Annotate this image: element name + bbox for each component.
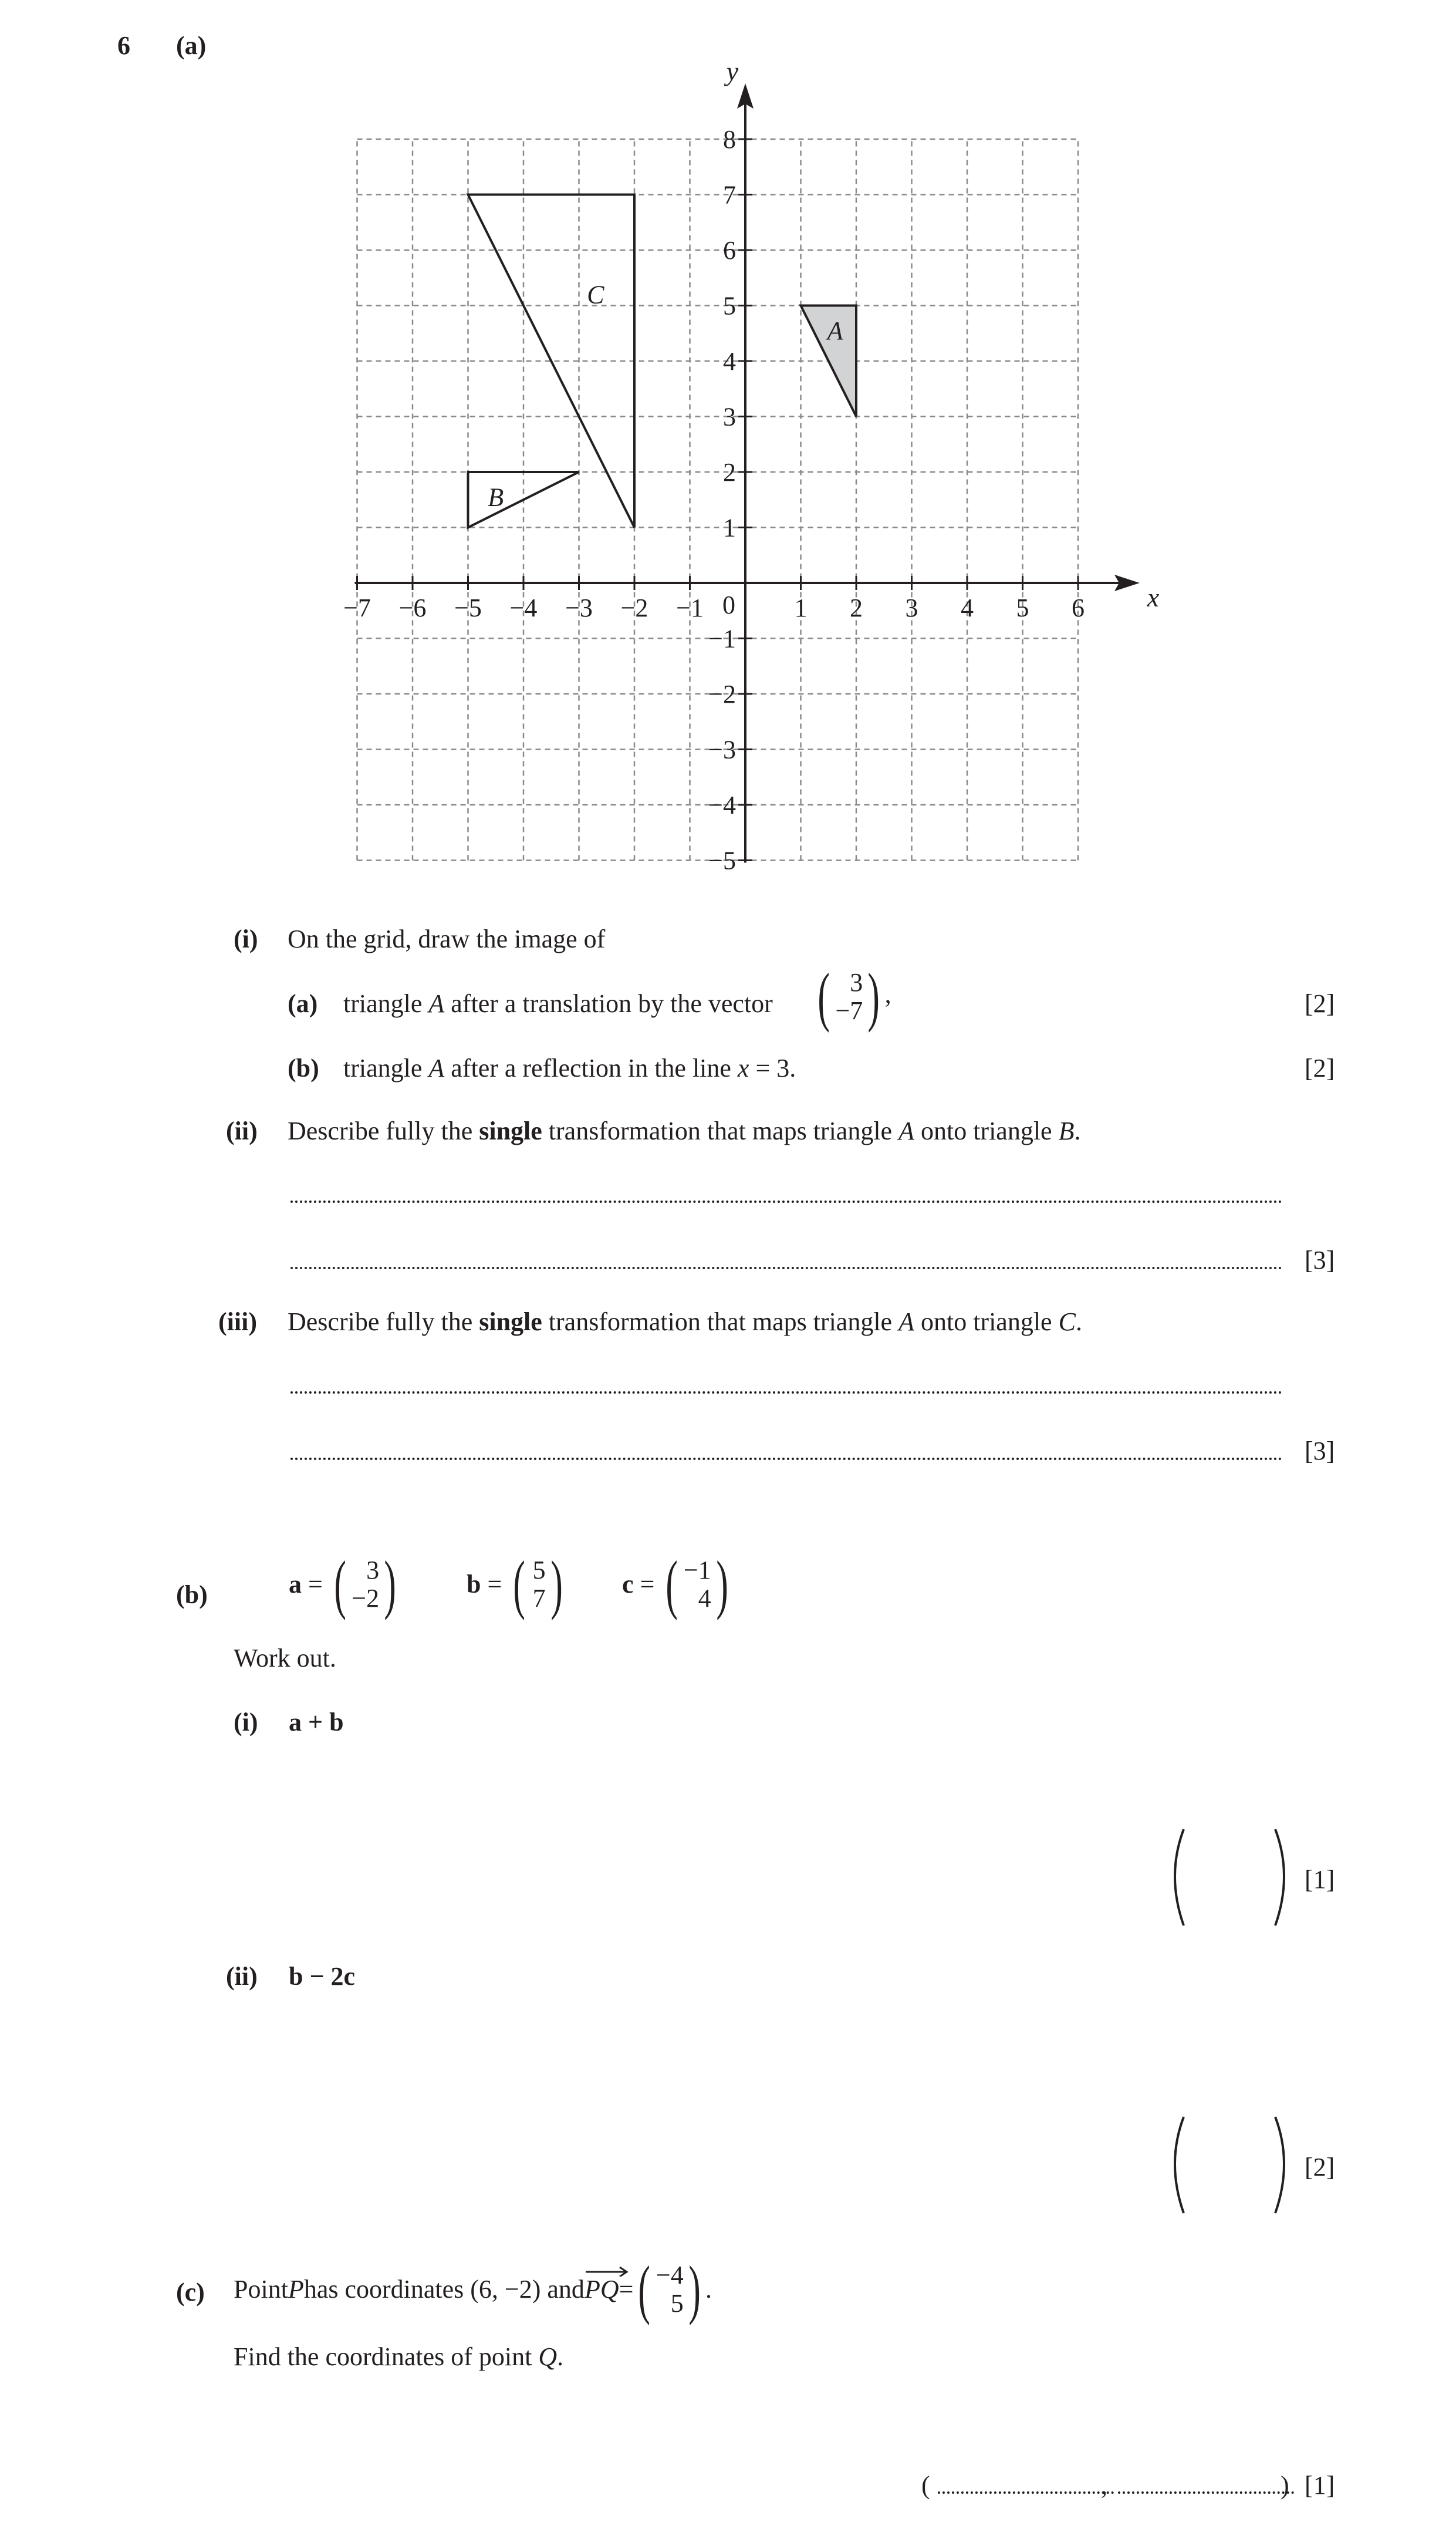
x-tick-label: 6 bbox=[1072, 594, 1085, 622]
part-b-i-expr: a + b bbox=[289, 1708, 344, 1736]
x-tick-label: −4 bbox=[509, 594, 538, 622]
part-a-iii-text: Describe fully the single transformation that maps triangle A onto triangle C. bbox=[288, 1307, 1082, 1336]
x-tick-label: 3 bbox=[905, 594, 918, 622]
x-tick-label: −2 bbox=[620, 594, 648, 622]
part-b-ii-label: (ii) bbox=[226, 1962, 258, 1991]
answer-y-line[interactable] bbox=[1118, 2491, 1294, 2494]
x-tick-label: 2 bbox=[850, 594, 863, 622]
y-tick-label: −2 bbox=[708, 680, 736, 709]
answer-vector-bracket-i[interactable] bbox=[1171, 1826, 1288, 1931]
y-tick-label: −3 bbox=[708, 735, 736, 764]
tick-labels bbox=[343, 56, 1160, 875]
part-a-ii-label: (ii) bbox=[226, 1117, 258, 1145]
x-tick-label: −1 bbox=[676, 594, 704, 622]
vector-a: a = ( 3 −2 ) bbox=[289, 1548, 397, 1621]
triangle-label-b: B bbox=[488, 483, 504, 512]
x-tick-label: −3 bbox=[565, 594, 593, 622]
part-a-ii-marks: [3] bbox=[1305, 1246, 1335, 1274]
part-b-i-marks: [1] bbox=[1305, 1865, 1335, 1894]
pq-vector-notation: PQ bbox=[585, 2277, 619, 2302]
x-tick-label: −7 bbox=[343, 594, 371, 622]
part-a-ia-label: (a) bbox=[288, 989, 318, 1018]
y-tick-label: 6 bbox=[723, 236, 736, 265]
y-tick-label: 5 bbox=[723, 291, 736, 321]
y-tick-label: 3 bbox=[723, 402, 736, 431]
answer-x-line[interactable] bbox=[938, 2491, 1114, 2494]
x-tick-label: −5 bbox=[454, 594, 482, 622]
origin-label: 0 bbox=[722, 591, 735, 619]
part-c-marks: [1] bbox=[1305, 2471, 1335, 2500]
part-a-label: (a) bbox=[176, 31, 207, 60]
y-tick-label: −4 bbox=[708, 791, 736, 820]
x-tick-label: 1 bbox=[794, 594, 808, 622]
answer-open-paren: ( bbox=[921, 2471, 930, 2500]
part-a-ii-text: Describe fully the single transformation that maps triangle A onto triangle B. bbox=[288, 1117, 1081, 1145]
x-tick-label: 5 bbox=[1016, 594, 1029, 622]
part-a-iii-marks: [3] bbox=[1305, 1437, 1335, 1465]
x-tick-label: −6 bbox=[398, 594, 427, 622]
part-c-text: Point P has coordinates (6, −2) and PQ = ( −4 5 ) . bbox=[234, 2253, 712, 2326]
part-b-i-label: (i) bbox=[234, 1708, 258, 1736]
part-a-i-text: On the grid, draw the image of bbox=[288, 925, 606, 953]
answer-vector-bracket-ii[interactable] bbox=[1171, 2113, 1288, 2219]
answer-line-iii-1[interactable] bbox=[290, 1391, 1282, 1394]
y-tick-label: 7 bbox=[723, 180, 736, 210]
part-a-ib-marks: [2] bbox=[1305, 1054, 1335, 1083]
translation-vector: ( 3 −7 ) , bbox=[817, 960, 891, 1033]
part-a-i-label: (i) bbox=[234, 925, 258, 953]
vector-c: c = ( −1 4 ) bbox=[622, 1548, 728, 1621]
part-a-ib-label: (b) bbox=[288, 1054, 319, 1083]
answer-line-iii-2[interactable] bbox=[290, 1458, 1282, 1460]
y-tick-label: −1 bbox=[708, 624, 736, 653]
part-c-find-text: Find the coordinates of point Q. bbox=[234, 2342, 564, 2371]
answer-comma: , bbox=[1101, 2471, 1107, 2500]
y-tick-label: 1 bbox=[723, 513, 736, 542]
part-a-ib-text: triangle A after a reflection in the line x = 3. bbox=[343, 1054, 796, 1083]
y-axis-label: y bbox=[726, 56, 739, 86]
x-axis-label: x bbox=[1147, 582, 1160, 612]
answer-close-paren: ) bbox=[1281, 2471, 1289, 2500]
part-b-label: (b) bbox=[176, 1580, 208, 1609]
y-tick-label: 4 bbox=[723, 347, 736, 376]
answer-line-ii-2[interactable] bbox=[290, 1267, 1282, 1269]
part-a-ia-text: triangle A after a translation by the vector bbox=[343, 989, 773, 1018]
answer-line-ii-1[interactable] bbox=[290, 1201, 1282, 1203]
part-b-ii-expr: b − 2c bbox=[289, 1962, 356, 1991]
vector-b: b = ( 5 7 ) bbox=[467, 1548, 563, 1621]
triangle-label-a: A bbox=[827, 316, 843, 346]
question-number: 6 bbox=[117, 31, 130, 60]
y-tick-label: 8 bbox=[723, 125, 736, 154]
part-a-ia-marks: [2] bbox=[1305, 989, 1335, 1018]
coordinate-grid bbox=[0, 0, 1456, 916]
triangle-label-c: C bbox=[587, 280, 604, 309]
y-tick-label: 2 bbox=[723, 458, 736, 487]
part-c-label: (c) bbox=[176, 2278, 205, 2307]
x-tick-label: 4 bbox=[961, 594, 974, 622]
work-out-text: Work out. bbox=[234, 1644, 336, 1672]
y-tick-label: −5 bbox=[708, 846, 736, 875]
part-b-ii-marks: [2] bbox=[1305, 2153, 1335, 2181]
part-a-iii-label: (iii) bbox=[218, 1307, 257, 1336]
